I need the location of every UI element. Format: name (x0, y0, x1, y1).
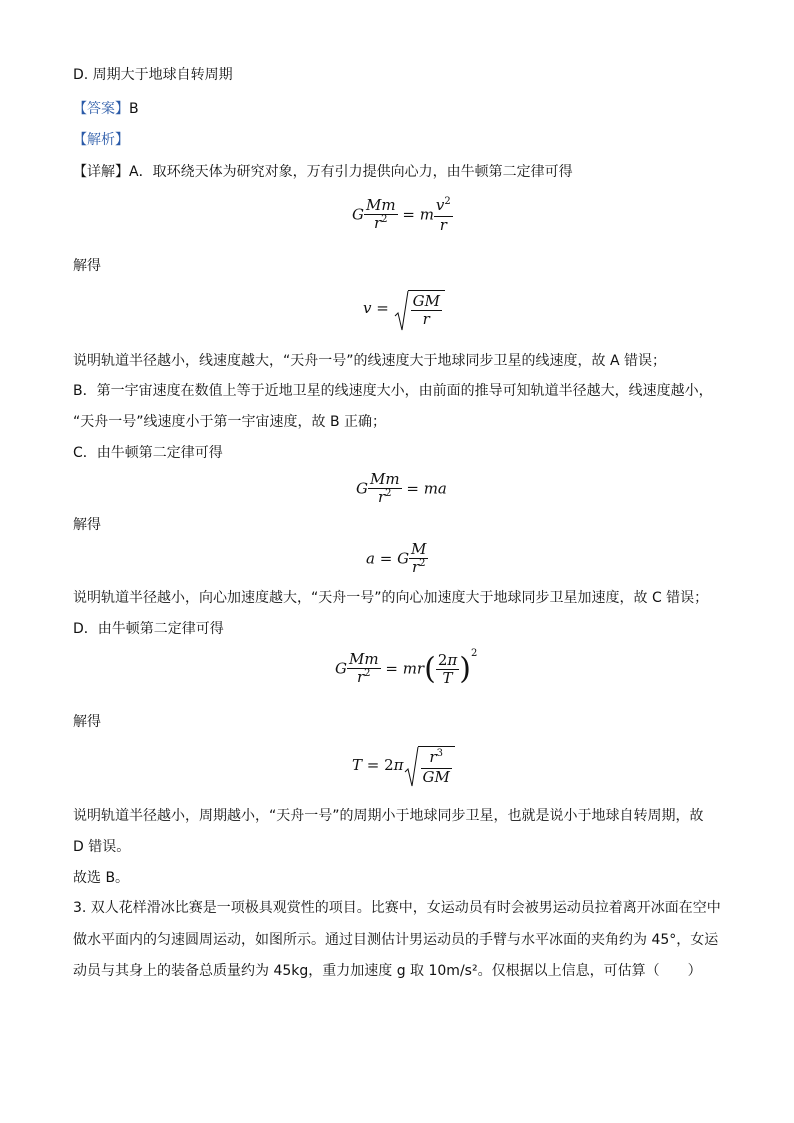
formula-gravity-acceleration: G $\frac{Mm}{r^2}$ = ma (356, 470, 447, 506)
choose-line: 故选 B。 (73, 870, 130, 886)
question-3-line-3: 动员与其身上的装备总质量约为 45kg，重力加速度 g 取 10m/s²。仅根据以上信息，可估算（ ） (73, 963, 702, 979)
solve-line-1: 解得 (73, 258, 101, 274)
option-c-line: C．由牛顿第二定律可得 (73, 445, 223, 461)
detail-tag: 【详解】 (73, 164, 129, 180)
answer-tag: 【答案】 (73, 101, 129, 117)
detail-a-text: A．取环绕天体为研究对象，万有引力提供向心力，由牛顿第二定律可得 (129, 164, 573, 180)
option-b-line-1: B．第一宇宙速度在数值上等于近地卫星的线速度大小，由前面的推导可知轨道半径越大，线速度越小， (73, 383, 713, 399)
formula-period: T = 2π $\frac{r^3}{GM}$ (352, 746, 455, 786)
answer-value: B (129, 101, 139, 117)
formula-velocity: v = $\frac{GM}{r}$ (363, 290, 445, 328)
detail-a-line (73, 162, 573, 182)
formula-acceleration: a = G $\frac{M}{r^2}$ (366, 540, 427, 576)
conclusion-d-1: 说明轨道半径越小，周期越小，“天舟一号”的周期小于地球同步卫星，也就是说小于地球自转周期，故 (73, 808, 704, 824)
conclusion-a: 说明轨道半径越小，线速度越大，“天舟一号”的线速度大于地球同步卫星的线速度，故 A 错误； (73, 353, 666, 369)
conclusion-c: 说明轨道半径越小，向心加速度越大，“天舟一号”的向心加速度大于地球同步卫星加速度，故 C 错误； (73, 590, 709, 606)
solve-line-2: 解得 (73, 517, 101, 533)
question-3-line-2: 做水平面内的匀速圆周运动，如图所示。通过目测估计男运动员的手臂与水平冰面的夹角约为 45°，女运 (73, 932, 719, 948)
conclusion-d-2: D 错误。 (73, 839, 131, 855)
option-d: D. 周期大于地球自转周期 (73, 67, 233, 83)
analysis-tag: 【解析】 (73, 132, 129, 148)
option-b-line-2: “天舟一号”线速度小于第一宇宙速度，故 B 正确； (73, 414, 387, 430)
option-d-line: D．由牛顿第二定律可得 (73, 621, 224, 637)
answer-line (73, 99, 139, 119)
formula-gravity-velocity: G $\frac{Mm}{r^2}$ = m $\frac{v^2}{r}$ (352, 196, 451, 234)
solve-line-3: 解得 (73, 714, 101, 730)
formula-gravity-period: G $\frac{Mm}{r^2}$ = mr( $\frac{2\pi}{T}$ )$^2$ (335, 647, 478, 687)
question-3-line-1: 3. 双人花样滑冰比赛是一项极具观赏性的项目。比赛中，女运动员有时会被男运动员拉着离开冰面在空中 (73, 900, 721, 916)
